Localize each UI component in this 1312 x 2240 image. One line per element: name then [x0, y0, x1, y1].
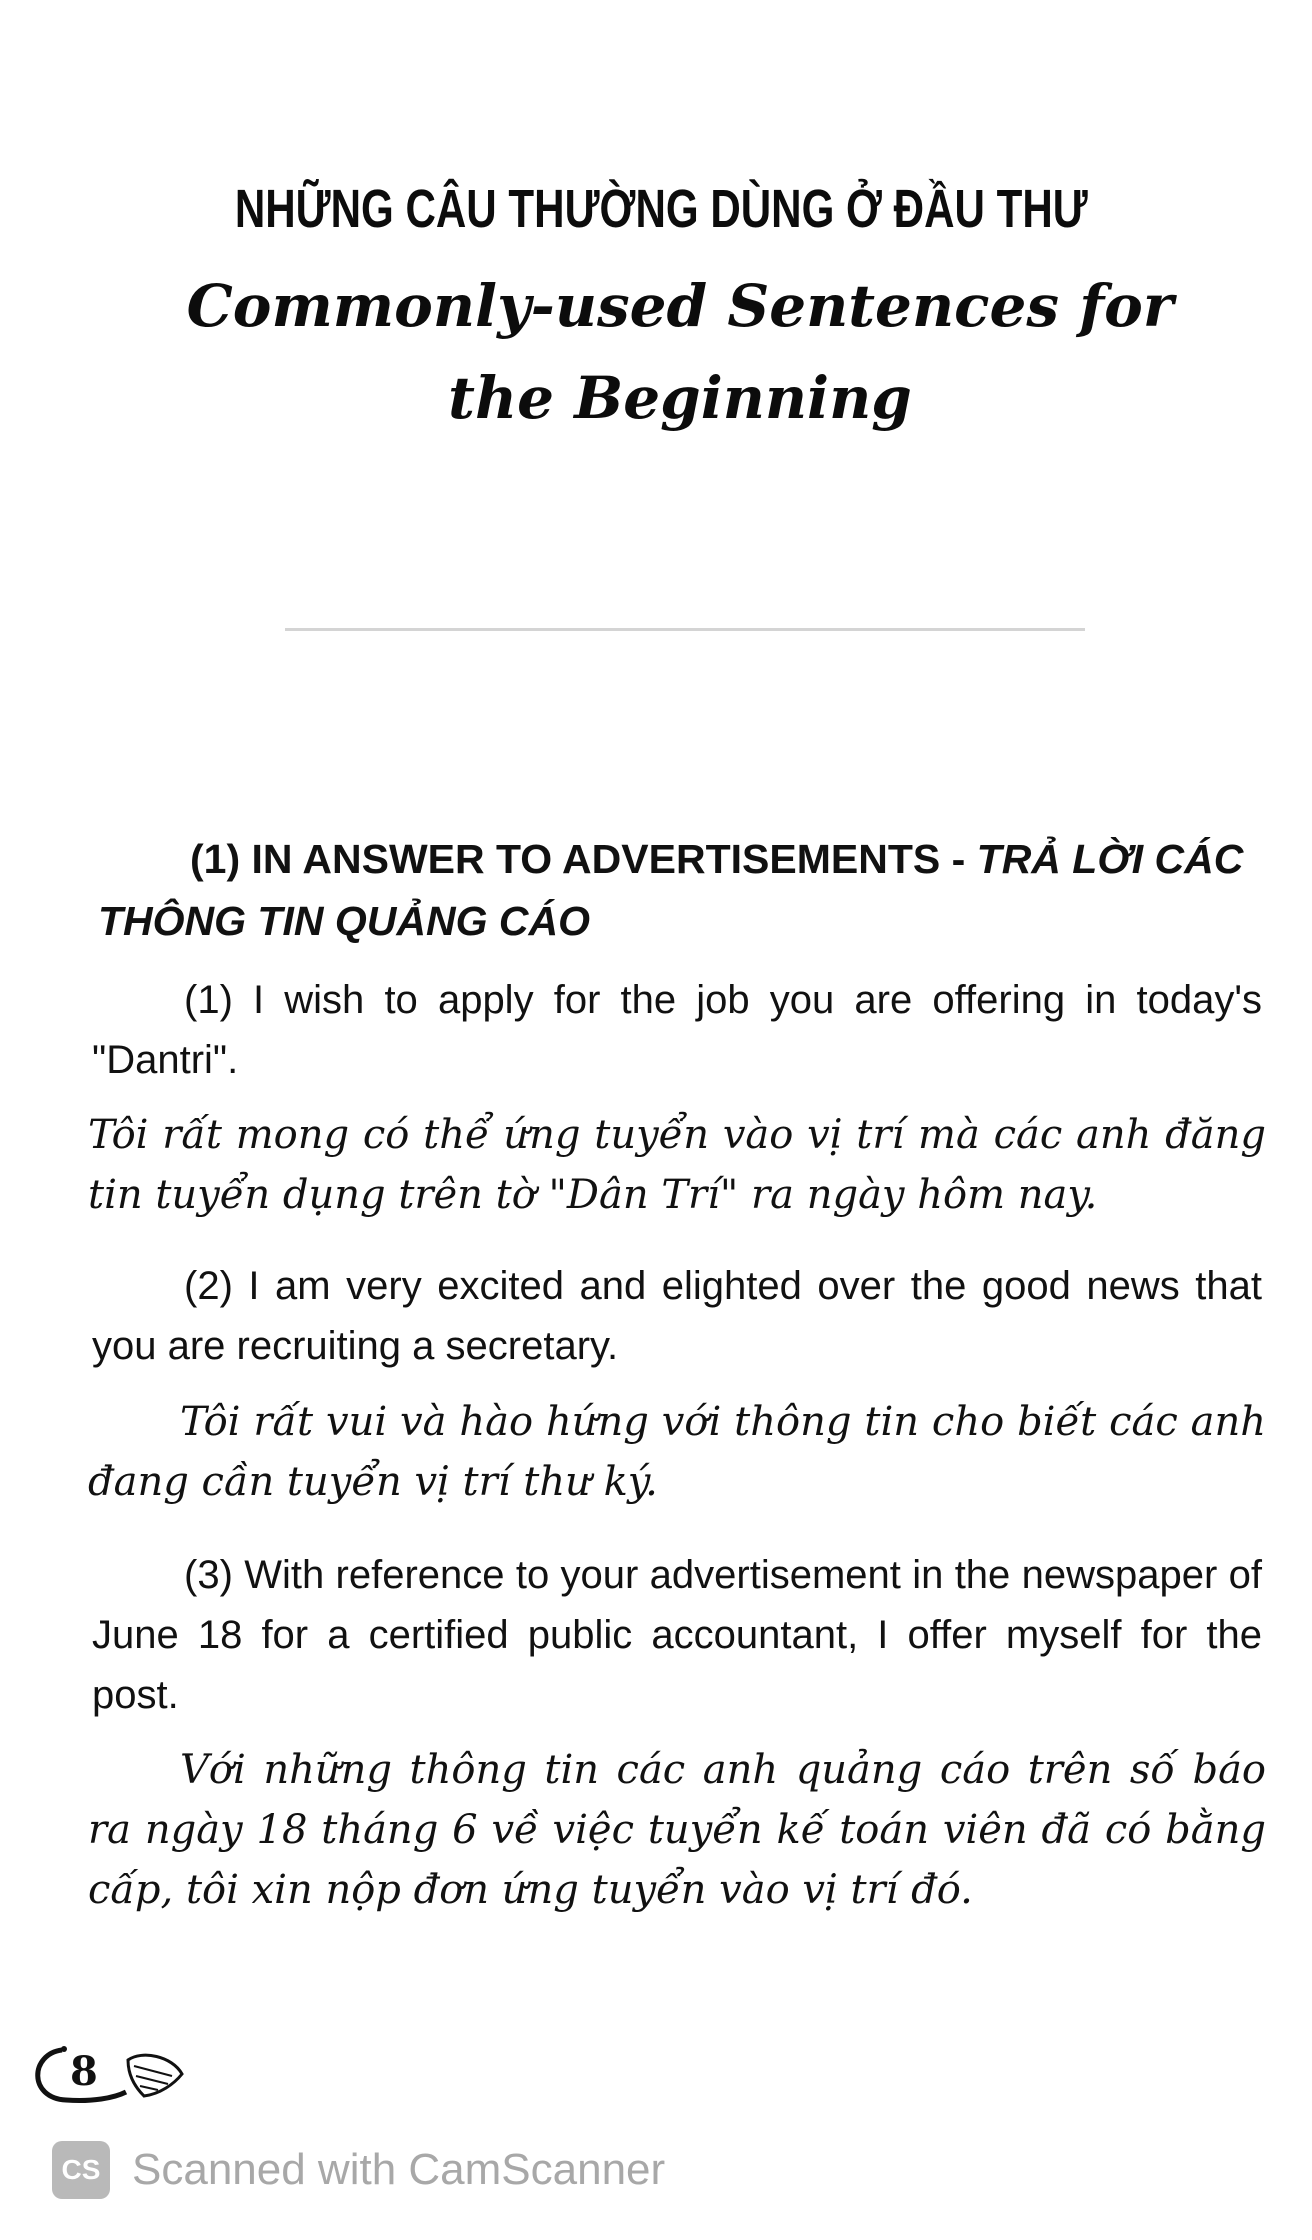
item-2-number: (2) — [184, 1264, 233, 1308]
section-heading-english: IN ANSWER TO ADVERTISEMENTS - — [251, 836, 977, 882]
item-3-vietnamese — [88, 1740, 1266, 1920]
item-1-english — [92, 970, 1262, 1090]
item-3-english-text: With reference to your advertisement in the newspaper of June 18 for a certified public accountant, I offer myself for the post. — [92, 1553, 1262, 1717]
item-2-english-text: I am very excited and elighted over the good news that you are recruiting a secretary. — [92, 1264, 1262, 1368]
camscanner-icon-label: CS — [61, 2154, 101, 2185]
bleed-through-line — [285, 628, 1085, 631]
item-3-english — [92, 1545, 1262, 1725]
item-3-vietnamese-text: Với những thông tin các anh quảng cáo trên số báo ra ngày 18 tháng 6 về việc tuyển kế toán viên đã có bằng cấp, tôi xin nộp đơn ứng tuyển vào vị trí đó. — [88, 1747, 1266, 1913]
scanner-watermark — [52, 2140, 812, 2200]
title-vietnamese: NHỮNG CÂU THƯỜNG DÙNG Ở ĐẦU THƯ — [234, 179, 1088, 239]
camscanner-icon — [52, 2141, 110, 2199]
section-heading-vietnamese: TRẢ LỜI CÁC THÔNG TIN QUẢNG CÁO — [98, 836, 1244, 944]
section-number: (1) — [190, 836, 241, 882]
item-1-english-text: I wish to apply for the job you are offering in today's "Dantri". — [92, 978, 1262, 1082]
item-1-vietnamese-text: Tôi rất mong có thể ứng tuyển vào vị trí mà các anh đăng tin tuyển dụng trên tờ "Dân Trí" ra ngày hôm nay. — [88, 1112, 1266, 1218]
item-1-vietnamese — [88, 1105, 1266, 1225]
item-1-number: (1) — [184, 978, 233, 1022]
scanner-watermark-text: Scanned with CamScanner — [132, 2145, 666, 2194]
item-2-vietnamese-text: Tôi rất vui và hào hứng với thông tin cho biết các anh đang cần tuyển vị trí thư ký. — [88, 1399, 1266, 1505]
item-2-vietnamese — [88, 1392, 1266, 1512]
item-3-number: (3) — [184, 1553, 233, 1597]
title-english: Commonly-used Sentences for the Beginning — [186, 272, 1174, 432]
section-heading — [98, 828, 1258, 952]
page-number: 8 — [70, 2048, 98, 2095]
item-2-english — [92, 1256, 1262, 1376]
page-number-ornament — [22, 2040, 202, 2110]
page-ornament-icon — [22, 2040, 202, 2110]
